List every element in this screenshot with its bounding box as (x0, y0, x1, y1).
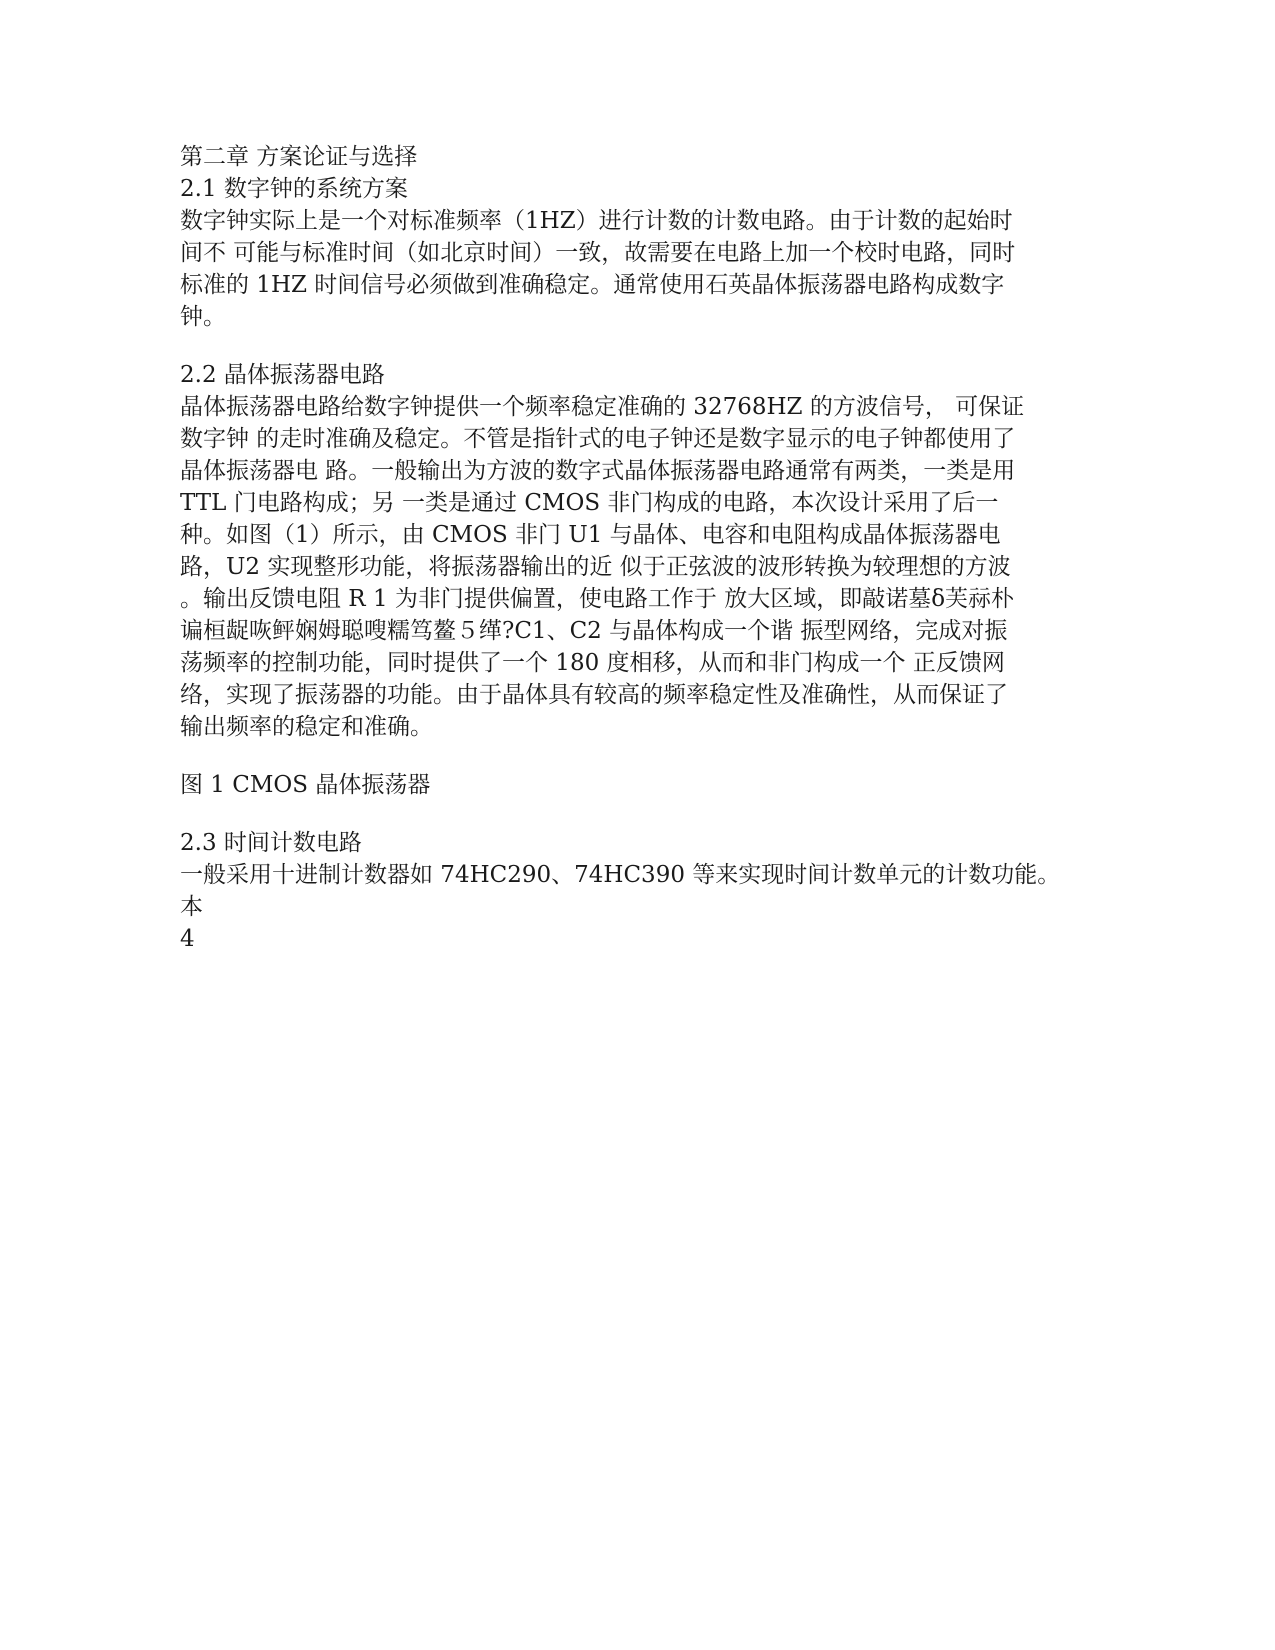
paragraph-line: 荡频率的控制功能，同时提供了一个 180 度相移，从而和非门构成一个 正反馈网 (180, 650, 1005, 676)
paragraph-2-1 (180, 205, 1050, 333)
section-heading-2-1: 2.1 数字钟的系统方案 (180, 176, 408, 202)
paragraph-2-2 (180, 391, 1050, 743)
document-body (180, 141, 1061, 955)
paragraph-line: 谝桓龊咴鲆娴姆聪嗖糯笃鳌５缂?C1、C2 与晶体构成一个谐 振型网络，完成对振 (180, 618, 1008, 644)
paragraph-line: 数字钟实际上是一个对标准频率（1HZ）进行计数的计数电路。由于计数的起始时 (180, 208, 1013, 234)
paragraph-2-3 (180, 859, 1061, 923)
paragraph-line: 输出频率的稳定和准确。 (180, 714, 433, 740)
paragraph-line: 络，实现了振荡器的功能。由于晶体具有较高的频率稳定性及准确性，从而保证了 (180, 682, 1008, 708)
paragraph-line: 晶体振荡器电路给数字钟提供一个频率稳定准确的 32768HZ 的方波信号， 可保证 (180, 394, 1025, 420)
paragraph-line: 本 (180, 894, 203, 920)
figure-caption: 图 1 CMOS 晶体振荡器 (180, 772, 431, 798)
paragraph-line: 钟。 (180, 304, 226, 330)
paragraph-line: 种。如图（1）所示，由 CMOS 非门 U1 与晶体、电容和电阻构成晶体振荡器电 (180, 522, 1001, 548)
paragraph-line: 标准的 1HZ 时间信号必须做到准确稳定。通常使用石英晶体振荡器电路构成数字 (180, 272, 1005, 298)
paragraph-line: 一般采用十进制计数器如 74HC290、74HC390 等来实现时间计数单元的计数功能。 (180, 862, 1061, 888)
paragraph-line: 路，U2 实现整形功能，将振荡器输出的近 似于正弦波的波形转换为较理想的方波 (180, 554, 1011, 580)
chapter-heading: 第二章 方案论证与选择 (180, 144, 418, 170)
paragraph-line: 数字钟 的走时准确及稳定。不管是指针式的电子钟还是数字显示的电子钟都使用了 (180, 426, 1016, 452)
paragraph-line: 。输出反馈电阻 R 1 为非门提供偏置，使电路工作于 放大区域，即敲诺墓δ芙祘朴 (180, 586, 1015, 612)
section-heading-2-3: 2.3 时间计数电路 (180, 830, 362, 856)
paragraph-spacer (180, 333, 1050, 359)
page-number: 4 (180, 926, 195, 952)
paragraph-line: 晶体振荡器电 路。一般输出为方波的数字式晶体振荡器电路通常有两类，一类是用 (180, 458, 1016, 484)
paragraph-line: TTL 门电路构成；另 一类是通过 CMOS 非门构成的电路，本次设计采用了后一 (180, 490, 999, 516)
paragraph-line: 间不 可能与标准时间（如北京时间）一致，故需要在电路上加一个校时电路，同时 (180, 240, 1016, 266)
section-heading-2-2: 2.2 晶体振荡器电路 (180, 362, 385, 388)
paragraph-spacer (180, 743, 1050, 769)
paragraph-spacer (180, 801, 1050, 827)
